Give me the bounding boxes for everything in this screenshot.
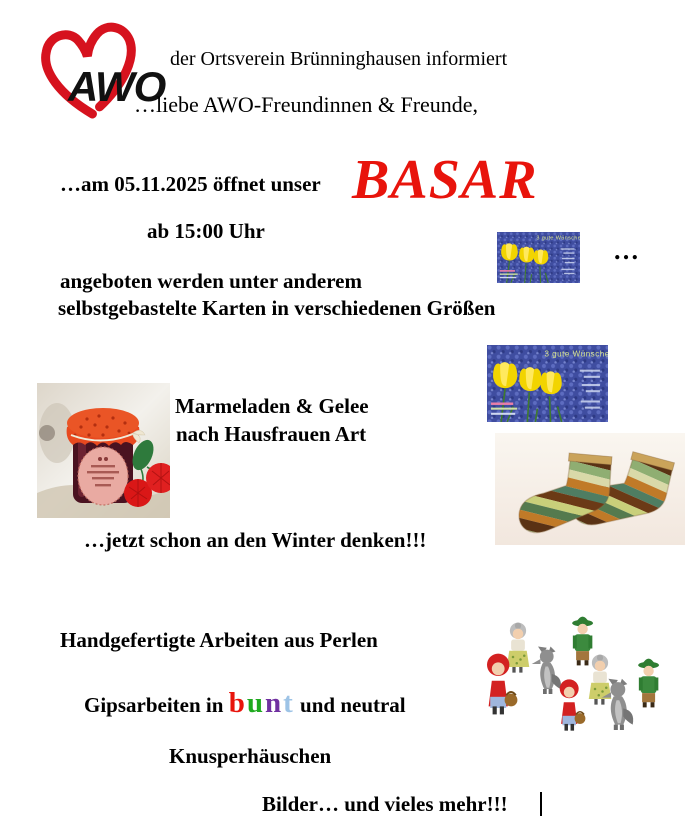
wolf-figure (532, 647, 561, 695)
houses-line: Knusperhäuschen (169, 744, 332, 768)
text-cursor[interactable] (540, 792, 542, 816)
greeting-line: …liebe AWO-Freundinnen & Freunde, (134, 92, 479, 117)
gips-line (84, 687, 406, 720)
bunt-letter-n: n (264, 687, 284, 719)
closing-line: Bilder… und vieles mehr!!! (262, 792, 508, 816)
gips-prefix: Gipsarbeiten in (84, 693, 229, 717)
awo-logo-text: AWO (68, 63, 166, 110)
ellipsis-mark: … (613, 236, 639, 265)
hunter-figure (638, 659, 659, 708)
event-time-line: ab 15:00 Uhr (147, 219, 265, 243)
pearls-line: Handgefertigte Arbeiten aus Perlen (60, 628, 378, 652)
marmalade-line1: Marmeladen & Gelee (175, 394, 369, 418)
event-title: BASAR (352, 149, 538, 211)
hunter-figure (572, 617, 593, 666)
gips-suffix: und neutral (294, 693, 406, 717)
grandma-figure (507, 623, 530, 673)
offer-intro-line2: selbstgebastelte Karten in verschiedenen Größen (58, 296, 496, 320)
marmalade-line2: nach Hausfrauen Art (176, 422, 367, 446)
photo-knitted-socks (495, 433, 685, 545)
photo-fairytale-figurines (475, 612, 675, 737)
header-info-line: der Ortsverein Brünninghausen informiert (170, 48, 508, 70)
photo-greeting-card-small (497, 232, 580, 283)
red-riding-hood-figure (560, 679, 586, 730)
winter-line: …jetzt schon an den Winter denken!!! (84, 528, 427, 552)
bunt-letter-b: b (228, 687, 247, 719)
bunt-letter-u: u (246, 687, 265, 719)
photo-jam-jar (37, 383, 170, 518)
event-date-line: …am 05.11.2025 öffnet unser (60, 172, 321, 196)
bunt-letter-t: t (283, 687, 295, 719)
photo-greeting-card-large (487, 345, 608, 422)
offer-intro-line1: angeboten werden unter anderem (60, 269, 362, 293)
